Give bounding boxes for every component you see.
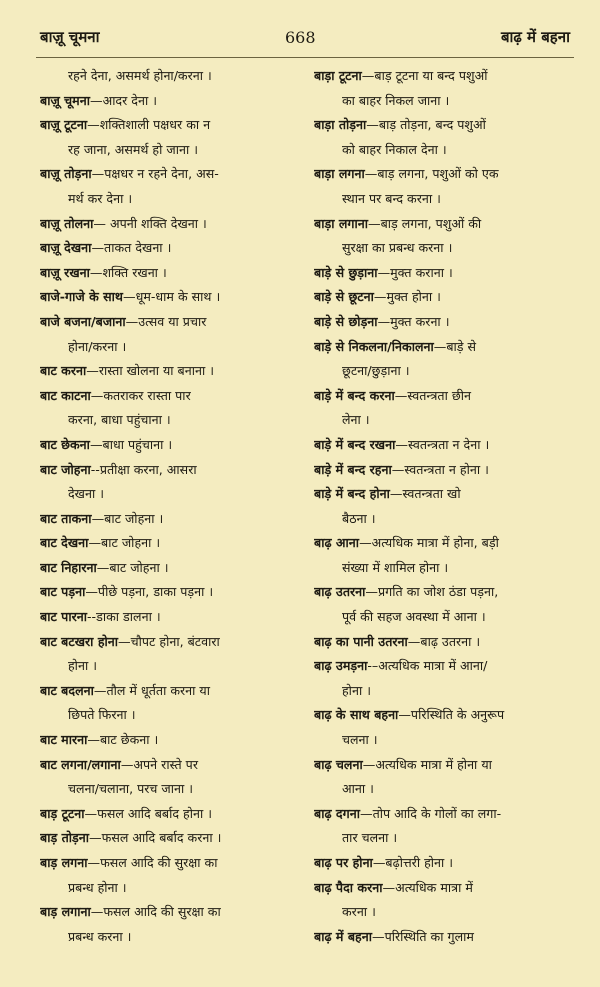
entry-headword: बाड़े में बन्द रखना	[314, 436, 396, 452]
entry-definition-text: —मुक्त कराना ।	[377, 264, 453, 280]
entry-first-line	[314, 654, 574, 679]
entry-continuation-line	[40, 408, 296, 433]
entry-headword: बाढ़ दगना	[314, 805, 360, 821]
entry-first-line	[40, 679, 296, 704]
entry-headword: बाज़ू तोड़ना	[40, 166, 92, 182]
entry-continuation-line	[40, 187, 296, 212]
entry-first-line	[40, 433, 296, 458]
entry-first-line	[40, 64, 296, 89]
entry-headword: बाड़े से छोड़ना	[314, 313, 378, 329]
entry-continuation-line	[40, 482, 296, 507]
entry-first-line	[314, 482, 574, 507]
entry-definition-text: —बाधा पहुंचाना ।	[89, 436, 173, 452]
dictionary-entry	[314, 925, 574, 950]
entry-definition-text: —प्रगति का जोश ठंडा पड़ना,	[365, 584, 499, 600]
entry-definition-text: आना ।	[342, 781, 374, 797]
entry-first-line	[40, 556, 296, 581]
entry-definition-text: —शक्ति रखना ।	[89, 264, 167, 280]
dictionary-entry	[40, 580, 296, 605]
entry-definition-text: रह जाना, असमर्थ हो जाना ।	[68, 141, 199, 157]
entry-first-line	[40, 507, 296, 532]
dictionary-entry	[314, 384, 574, 433]
dictionary-entry	[40, 679, 296, 728]
entry-definition-text: —अत्यधिक मात्रा में	[382, 879, 473, 895]
entry-headword: बाढ़ में बहना	[314, 928, 372, 944]
entry-headword: बाजे बजना/बजाना	[40, 313, 126, 329]
dictionary-entry	[314, 433, 574, 458]
entry-continuation-line	[314, 777, 574, 802]
entry-definition-text: —बाट जोहना ।	[91, 510, 164, 526]
entry-headword: बाढ़ पैदा करना	[314, 879, 383, 895]
entry-first-line	[314, 630, 574, 655]
entry-headword: बाट पड़ना	[40, 584, 86, 600]
entry-first-line	[40, 630, 296, 655]
entry-first-line	[40, 458, 296, 483]
entry-first-line	[40, 384, 296, 409]
entry-first-line	[314, 876, 574, 901]
dictionary-entry	[40, 900, 296, 949]
entry-headword: बाढ़ उतरना	[314, 584, 366, 600]
entry-definition-text: छिपते फिरना ।	[68, 707, 136, 723]
entry-first-line	[40, 605, 296, 630]
dictionary-entry	[314, 703, 574, 752]
entry-headword: बाट छेकना	[40, 436, 90, 452]
entry-definition-text: —अत्यधिक मात्रा में होना, बड़ी	[359, 535, 499, 551]
entry-definition-text: — अपनी शक्ति देखना ।	[93, 215, 207, 231]
entry-headword: बाट काटना	[40, 387, 91, 403]
entry-first-line	[40, 212, 296, 237]
entry-definition-text: प्रबन्ध करना ।	[68, 928, 132, 944]
dictionary-entry	[40, 212, 296, 237]
dictionary-entry	[314, 335, 574, 384]
entry-definition-text: —बाड़ लगना, पशुओं को एक	[364, 166, 499, 182]
entry-headword: बाड़ा तोड़ना	[314, 117, 367, 133]
entry-definition-text: -–अत्यधिक मात्रा में आना/	[367, 658, 488, 674]
entry-headword: बाट ताकना	[40, 510, 92, 526]
entry-definition-text: --प्रतीक्षा करना, आसरा	[90, 461, 197, 477]
dictionary-entry	[314, 310, 574, 335]
entry-continuation-line	[314, 826, 574, 851]
dictionary-entry	[314, 876, 574, 925]
dictionary-entry	[40, 384, 296, 433]
entry-headword: बाड़े में बन्द होना	[314, 486, 390, 502]
dictionary-entry	[314, 580, 574, 629]
entry-headword: बाज़ू तोलना	[40, 215, 94, 231]
entry-definition-text: चलना/चलाना, परच जाना ।	[68, 781, 194, 797]
entry-headword: बाड़े से छूटना	[314, 289, 374, 305]
entry-continuation-line	[40, 777, 296, 802]
entry-headword: बाढ़ का पानी उतरना	[314, 633, 408, 649]
dictionary-entry	[40, 556, 296, 581]
entry-definition-text: होना/करना ।	[68, 338, 127, 354]
entry-definition-text: बैठना ।	[342, 510, 376, 526]
entry-definition-text: —मुक्त करना ।	[377, 313, 450, 329]
entry-definition-text: तार चलना ।	[342, 830, 398, 846]
entry-headword: बाट बटखरा होना	[40, 633, 119, 649]
entry-definition-text: —बढ़ोत्तरी होना ।	[372, 855, 454, 870]
left-column	[40, 64, 296, 949]
entry-definition-text: —बाड़ लगना, पशुओं की	[367, 215, 482, 231]
entry-headword: बाज़ू चूमना	[40, 92, 90, 108]
entry-definition-text: होना ।	[342, 682, 371, 698]
entry-first-line	[40, 359, 296, 384]
dictionary-entry	[40, 64, 296, 89]
entry-continuation-line	[314, 507, 574, 532]
entry-definition-text: करना ।	[342, 904, 376, 920]
entry-definition-text: रहने देना, असमर्थ होना/करना ।	[68, 68, 212, 83]
entry-definition-text: —फसल आदि की सुरक्षा का	[90, 904, 221, 920]
entry-continuation-line	[314, 900, 574, 925]
entry-first-line	[40, 802, 296, 827]
page-number: 668	[284, 27, 316, 47]
entry-headword: बाढ़ चलना	[314, 756, 363, 772]
entry-first-line	[40, 285, 296, 310]
dictionary-entry	[314, 458, 574, 483]
entry-headword: बाड़ टूटना	[40, 805, 85, 821]
entry-continuation-line	[40, 138, 296, 163]
entry-definition-text: —बाड़ टूटना या बन्द पशुओं	[361, 68, 488, 83]
entry-continuation-line	[40, 654, 296, 679]
entry-definition-text: —चौपट होना, बंटवारा	[118, 633, 220, 649]
entry-definition-text: देखना ।	[68, 486, 105, 502]
entry-headword: बाढ़ पर होना	[314, 855, 373, 870]
entry-continuation-line	[40, 335, 296, 360]
entry-definition-text: —बाड़े से	[433, 338, 477, 354]
entry-definition-text: —बाट छेकना ।	[87, 732, 159, 748]
entry-first-line	[314, 753, 574, 778]
dictionary-entry	[40, 162, 296, 211]
entry-continuation-line	[40, 876, 296, 901]
entry-first-line	[40, 531, 296, 556]
entry-definition-text: प्रबन्ध होना ।	[68, 879, 127, 895]
entry-definition-text: —मुक्त होना ।	[373, 289, 441, 305]
dictionary-entry	[40, 630, 296, 679]
entry-definition-text: पूर्व की सहज अवस्था में आना ।	[342, 609, 486, 625]
entry-headword: बाड़ तोड़ना	[40, 830, 90, 846]
entry-first-line	[40, 89, 296, 114]
dictionary-entry	[314, 654, 574, 703]
entry-definition-text: —तोप आदि के गोलों का लगा-	[359, 805, 502, 821]
dictionary-entry	[40, 826, 296, 851]
entry-first-line	[314, 285, 574, 310]
entry-first-line	[40, 851, 296, 876]
entry-headword: बाट बदलना	[40, 682, 94, 698]
entry-definition-text: —फसल आदि बर्बाद होना ।	[84, 805, 213, 821]
header-left-guideword: बाज़ू चूमना	[40, 28, 100, 46]
entry-continuation-line	[314, 359, 574, 384]
dictionary-entry	[314, 113, 574, 162]
entry-continuation-line	[314, 138, 574, 163]
dictionary-entry	[40, 802, 296, 827]
entry-headword: बाड़े से छुड़ाना	[314, 264, 378, 280]
entry-definition-text: करना, बाधा पहुंचाना ।	[68, 412, 171, 428]
entry-headword: बाड़े में बन्द करना	[314, 387, 395, 403]
entry-headword: बाढ़ आना	[314, 535, 360, 551]
entry-definition-text: —अपने रास्ते पर	[120, 756, 198, 772]
entry-continuation-line	[314, 89, 574, 114]
entry-headword: बाजे-गाजे के साथ	[40, 289, 123, 305]
dictionary-entry	[314, 482, 574, 531]
entry-headword: बाड़ा टूटना	[314, 68, 362, 83]
entry-continuation-line	[314, 187, 574, 212]
entry-first-line	[314, 703, 574, 728]
page-header	[40, 22, 570, 52]
dictionary-entry	[314, 285, 574, 310]
dictionary-entry	[40, 359, 296, 384]
entry-headword: बाट लगना/लगाना	[40, 756, 121, 772]
entry-definition-text: —बाढ़ उतरना ।	[407, 633, 481, 649]
dictionary-entry	[314, 212, 574, 261]
dictionary-entry	[314, 64, 574, 113]
entry-first-line	[314, 384, 574, 409]
entry-first-line	[314, 310, 574, 335]
entry-definition-text: को बाहर निकाल देना ।	[342, 141, 447, 157]
dictionary-entry	[40, 113, 296, 162]
entry-definition-text: —कतराकर रास्ता पार	[90, 387, 191, 403]
entry-first-line	[40, 261, 296, 286]
dictionary-entry	[314, 753, 574, 802]
entry-definition-text: —फसल आदि की सुरक्षा का	[87, 855, 218, 870]
dictionary-entry	[40, 285, 296, 310]
entry-continuation-line	[314, 556, 574, 581]
dictionary-entry	[40, 851, 296, 900]
entry-headword: बाट देखना	[40, 535, 89, 551]
entry-continuation-line	[314, 679, 574, 704]
entry-continuation-line	[314, 236, 574, 261]
entry-definition-text: —स्वतन्त्रता न देना ।	[395, 436, 490, 452]
entry-definition-text: लेना ।	[342, 412, 370, 428]
entry-headword: बाड़े में बन्द रहना	[314, 461, 392, 477]
header-divider	[36, 57, 574, 58]
dictionary-entry	[314, 162, 574, 211]
entry-definition-text: —बाट जोहना ।	[96, 559, 169, 575]
entry-first-line	[40, 900, 296, 925]
dictionary-entry	[314, 261, 574, 286]
dictionary-entry	[40, 458, 296, 507]
entry-definition-text: संख्या में शामिल होना ।	[342, 559, 449, 575]
dictionary-entry	[40, 89, 296, 114]
entry-first-line	[314, 335, 574, 360]
entry-continuation-line	[314, 408, 574, 433]
entry-continuation-line	[40, 925, 296, 950]
entry-headword: बाड़ा लगना	[314, 166, 365, 182]
dictionary-entry	[40, 236, 296, 261]
entry-first-line	[40, 580, 296, 605]
dictionary-entry	[40, 753, 296, 802]
entry-definition-text: —स्वतन्त्रता खो	[389, 486, 461, 502]
entry-first-line	[40, 826, 296, 851]
dictionary-entry	[40, 310, 296, 359]
dictionary-entry	[40, 261, 296, 286]
entry-headword: बाज़ू रखना	[40, 264, 90, 280]
entry-headword: बाट निहारना	[40, 559, 97, 575]
entry-definition-text: —परिस्थिति का गुलाम	[371, 928, 474, 944]
entry-headword: बाज़ू देखना	[40, 240, 92, 256]
entry-definition-text: —तौल में धूर्तता करना या	[93, 682, 210, 698]
entry-first-line	[314, 802, 574, 827]
entry-definition-text: —परिस्थिति के अनुरूप	[398, 707, 505, 723]
entry-headword: बाट करना	[40, 363, 87, 379]
entry-definition-text: —पक्षधर न रहने देना, अस-	[91, 166, 219, 182]
entry-definition-text: स्थान पर बन्द करना ।	[342, 190, 441, 206]
entry-definition-text: सुरक्षा का प्रबन्ध करना ।	[342, 240, 453, 256]
entry-definition-text: —बाट जोहना ।	[88, 535, 161, 551]
entry-definition-text: —आदर देना ।	[89, 92, 157, 108]
entry-first-line	[40, 728, 296, 753]
right-column	[314, 64, 574, 949]
entry-first-line	[40, 113, 296, 138]
entry-headword: बाज़ू टूटना	[40, 117, 88, 133]
entry-first-line	[314, 531, 574, 556]
entry-headword: बाड़ लगाना	[40, 904, 91, 920]
entry-definition-text: —अत्यधिक मात्रा में होना या	[362, 756, 492, 772]
entry-first-line	[40, 162, 296, 187]
entry-continuation-line	[314, 605, 574, 630]
dictionary-entry	[40, 605, 296, 630]
entry-continuation-line	[314, 728, 574, 753]
dictionary-entry	[40, 433, 296, 458]
entry-definition-text: —उत्सव या प्रचार	[125, 313, 207, 329]
entry-definition-text: —स्वतन्त्रता न होना ।	[391, 461, 489, 477]
entry-definition-text: छूटना/छुड़ाना ।	[342, 363, 410, 379]
entry-definition-text: —रास्ता खोलना या बनाना ।	[86, 363, 215, 379]
entry-definition-text: होना ।	[68, 658, 97, 674]
dictionary-entry	[40, 507, 296, 532]
entry-headword: बाड़ा लगाना	[314, 215, 368, 231]
entry-definition-text: --डाका डालना ।	[87, 609, 161, 625]
entry-first-line	[314, 261, 574, 286]
header-right-guideword: बाढ़ में बहना	[500, 28, 570, 46]
entry-definition-text: —शक्तिशाली पक्षधर का न	[87, 117, 211, 133]
entry-headword: बाट जोहना	[40, 461, 91, 477]
entry-headword: बाड़ लगना	[40, 855, 88, 870]
entry-definition-text: —स्वतन्त्रता छीन	[394, 387, 471, 403]
entry-first-line	[314, 925, 574, 950]
entry-headword: बाट मारना	[40, 732, 88, 748]
entry-first-line	[314, 212, 574, 237]
entry-first-line	[314, 433, 574, 458]
entry-first-line	[314, 851, 574, 876]
entry-first-line	[314, 580, 574, 605]
entry-definition-text: का बाहर निकल जाना ।	[342, 92, 450, 108]
entry-first-line	[40, 753, 296, 778]
entry-first-line	[314, 113, 574, 138]
entry-definition-text: —ताकत देखना ।	[91, 240, 172, 256]
entry-definition-text: —पीछे पड़ना, डाका पड़ना ।	[85, 584, 214, 600]
dictionary-entry	[40, 531, 296, 556]
dictionary-entry	[314, 630, 574, 655]
entry-definition-text: —बाड़ तोड़ना, बन्द पशुओं	[366, 117, 486, 133]
dictionary-entry	[314, 802, 574, 851]
entry-first-line	[40, 310, 296, 335]
entry-definition-text: चलना ।	[342, 732, 378, 748]
entry-headword: बाढ़ उमड़ना	[314, 658, 368, 674]
dictionary-entry	[314, 851, 574, 876]
entry-definition-text: —फसल आदि बर्बाद करना ।	[89, 830, 222, 846]
entry-headword: बाड़े से निकलना/निकालना	[314, 338, 434, 354]
dictionary-entry	[314, 531, 574, 580]
entry-headword: बाढ़ के साथ बहना	[314, 707, 399, 723]
entry-headword: बाट पारना	[40, 609, 88, 625]
dictionary-entry	[40, 728, 296, 753]
entry-continuation-line	[40, 703, 296, 728]
entry-definition-text: मर्थ कर देना ।	[68, 190, 133, 206]
entry-first-line	[40, 236, 296, 261]
entry-first-line	[314, 458, 574, 483]
entry-first-line	[314, 162, 574, 187]
entry-first-line	[314, 64, 574, 89]
entry-definition-text: —धूम-धाम के साथ ।	[122, 289, 221, 305]
